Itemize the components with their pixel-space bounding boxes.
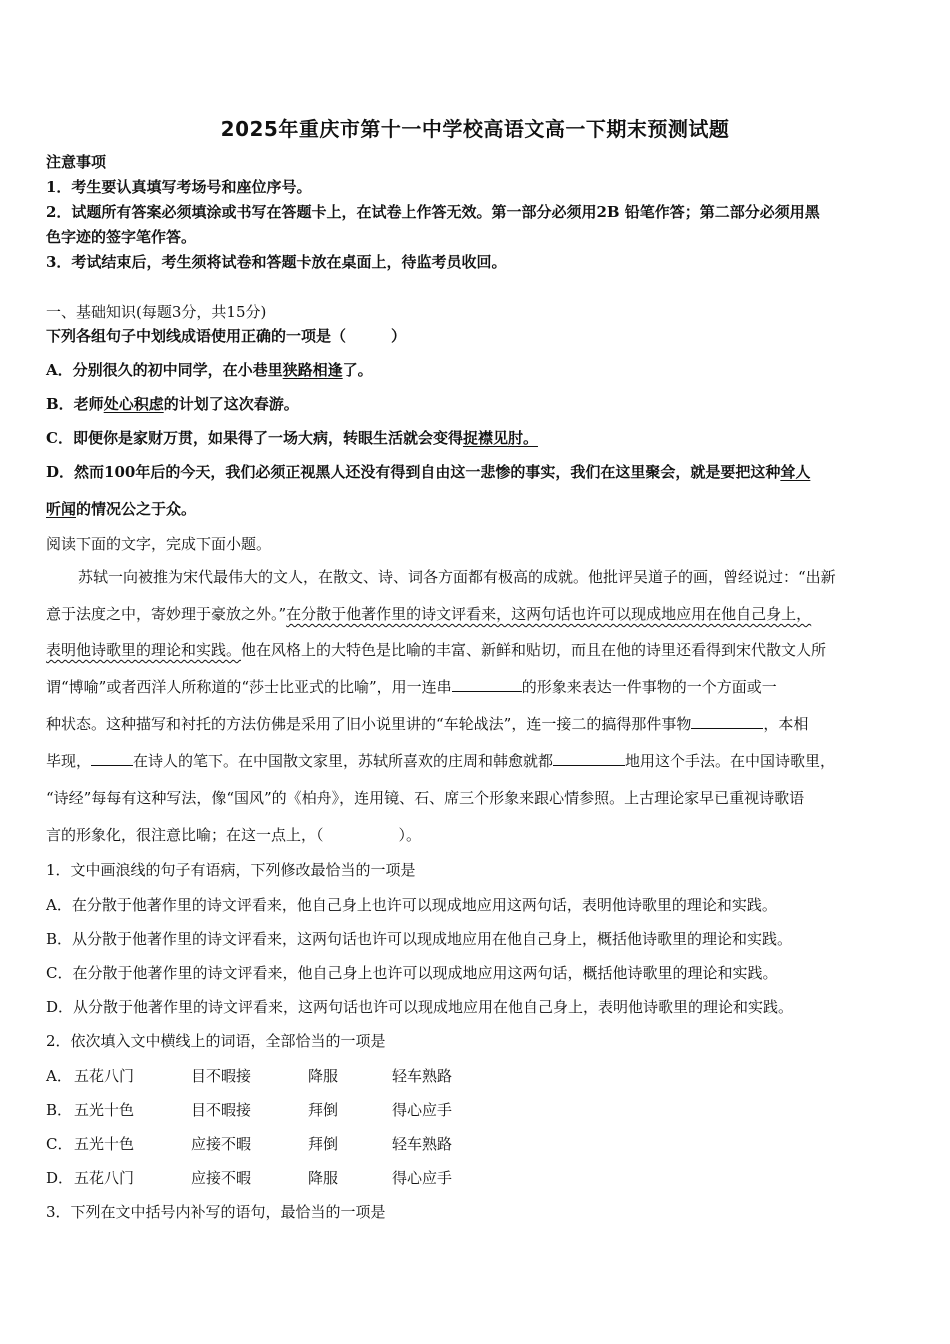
passage-line-3 [46, 640, 826, 660]
option-b [46, 394, 299, 414]
passage-text: 毕现， [46, 752, 92, 770]
option-letter: A． [46, 1067, 72, 1085]
fill-blank-2 [691, 714, 763, 729]
option-c-underlined: 捉襟见肘。 [462, 429, 538, 447]
passage-line-4 [46, 677, 777, 697]
option-b-underlined: 处心积虑 [103, 395, 164, 413]
q2-option-c [46, 1134, 452, 1154]
fill-blank-3 [91, 751, 133, 766]
reading-intro: 阅读下面的文字，完成下面小题。 [46, 535, 272, 553]
q2-option-b [46, 1100, 452, 1120]
notice-item-2: 2．试题所有答案必须填涂或书写在答题卡上，在试卷上作答无效。第一部分必须用2B 铅笔作答；第二部分必须用黑 [46, 203, 820, 221]
q2-stem: 2．依次填入文中横线上的词语，全部恰当的一项是 [46, 1032, 386, 1050]
option-word: 轻车熟路 [392, 1135, 453, 1153]
notice-item-2-cont: 色字迹的签字笔作答。 [46, 228, 197, 246]
q1-option-b: B．从分散于他著作里的诗文评看来，这两句话也许可以现成地应用在他自己身上，概括他诗歌里的理论和实践。 [46, 930, 793, 948]
option-d-underlined: 耸人 [780, 463, 811, 481]
passage-line-6 [46, 751, 835, 771]
option-c-text: C．即便你是家财万贯，如果得了一场大病，转眼生活就会变得 [46, 429, 463, 447]
passage-text: 地用这个手法。在中国诗歌里， [625, 752, 836, 770]
q1-option-a: A．在分散于他著作里的诗文评看来，他自己身上也许可以现成地应用这两句话，表明他诗歌里的理论和实践。 [46, 896, 777, 914]
page-title: 2025年重庆市第十一中学校高语文高一下期末预测试题 [220, 117, 730, 141]
q2-option-a [46, 1066, 452, 1086]
passage-text: 谓“博喻”或者西洋人所称道的“莎士比亚式的比喻”，用一连串 [46, 678, 452, 696]
option-b-text: B．老师 [46, 395, 104, 413]
option-a [46, 360, 373, 380]
section-heading: 一、基础知识(每题3分，共15分) [46, 303, 267, 321]
passage-text: 种状态。这种描写和衬托的方法仿佛是采用了旧小说里讲的“车轮战法”，连一接二的搞得那件事物 [46, 715, 692, 733]
option-d-end: 的情况公之于众。 [76, 500, 197, 518]
option-d-underlined-cont: 听闻 [46, 500, 77, 518]
option-word: 目不暇接 [191, 1067, 252, 1085]
passage-text: ，本相 [763, 715, 809, 733]
notice-item-3: 3．考试结束后，考生须将试卷和答题卡放在桌面上，待监考员收回。 [46, 253, 507, 271]
option-word: 目不暇接 [191, 1101, 252, 1119]
option-word: 拜倒 [308, 1101, 339, 1119]
passage-text: 他在风格上的大特色是比喻的丰富、新鲜和贴切，而且在他的诗里还看得到宋代散文人所 [241, 641, 827, 659]
option-word: 五光十色 [74, 1101, 135, 1119]
q1-stem: 1．文中画浪线的句子有语病，下列修改最恰当的一项是 [46, 861, 416, 879]
passage-line-1: 苏轼一向被推为宋代最伟大的文人，在散文、诗、词各方面都有极高的成就。他批评吴道子的画，曾经说过：“出新 [78, 568, 836, 586]
option-b-end: 的计划了这次春游。 [163, 395, 299, 413]
passage-text: 在诗人的笔下。在中国散文家里，苏轼所喜欢的庄周和韩愈就都 [133, 752, 554, 770]
wavy-sentence-cont: 表明他诗歌里的理论和实践。 [46, 641, 242, 659]
option-word: 五花八门 [74, 1169, 135, 1187]
option-letter: B． [46, 1101, 73, 1119]
option-a-end: 了。 [342, 361, 373, 379]
passage-text: 的形象来表达一件事物的一个方面或一 [521, 678, 777, 696]
passage-line-2 [46, 604, 811, 624]
q2-option-d [46, 1168, 452, 1188]
question-stem: 下列各组句子中划线成语使用正确的一项是（ ） [46, 327, 407, 345]
passage-line-8: 言的形象化，很注意比喻；在这一点上，（ ）。 [46, 826, 422, 844]
option-word: 五光十色 [74, 1135, 135, 1153]
q1-option-c: C．在分散于他著作里的诗文评看来，他自己身上也许可以现成地应用这两句话，概括他诗歌里的理论和实践。 [46, 964, 778, 982]
option-letter: D． [46, 1169, 74, 1187]
passage-text: 意于法度之中，寄妙理于豪放之外。” [46, 605, 287, 623]
option-word: 降服 [308, 1169, 339, 1187]
option-a-underlined: 狭路相逢 [282, 361, 343, 379]
option-d [46, 462, 810, 482]
option-d-cont [46, 499, 196, 519]
option-word: 应接不暇 [191, 1169, 252, 1187]
fill-blank-4 [553, 751, 625, 766]
option-c [46, 428, 538, 448]
option-letter: C． [46, 1135, 73, 1153]
notice-item-1: 1．考生要认真填写考场号和座位序号。 [46, 178, 312, 196]
option-word: 应接不暇 [191, 1135, 252, 1153]
option-word: 轻车熟路 [392, 1067, 453, 1085]
option-word: 得心应手 [392, 1169, 453, 1187]
option-d-text: D．然而100年后的今天，我们必须正视黑人还没有得到自由这一悲惨的事实，我们在这里聚会，就是要把这种 [46, 463, 781, 481]
wavy-sentence: 在分散于他著作里的诗文评看来，这两句话也许可以现成地应用在他自己身上， [286, 605, 812, 623]
q1-option-d: D．从分散于他著作里的诗文评看来，这两句话也许可以现成地应用在他自己身上，表明他诗歌里的理论和实践。 [46, 998, 794, 1016]
option-word: 得心应手 [392, 1101, 453, 1119]
option-a-text: A．分别很久的初中同学，在小巷里 [46, 361, 283, 379]
q3-stem: 3．下列在文中括号内补写的语句，最恰当的一项是 [46, 1203, 386, 1221]
passage-line-5 [46, 714, 808, 734]
option-word: 拜倒 [308, 1135, 339, 1153]
notice-heading: 注意事项 [46, 153, 107, 171]
fill-blank-1 [452, 677, 522, 692]
option-word: 降服 [308, 1067, 339, 1085]
passage-line-7: “诗经”每每有这种写法，像“国风”的《柏舟》，连用镜、石、席三个形象来跟心情参照。上古理论家早已重视诗歌语 [46, 789, 805, 807]
option-word: 五花八门 [74, 1067, 135, 1085]
